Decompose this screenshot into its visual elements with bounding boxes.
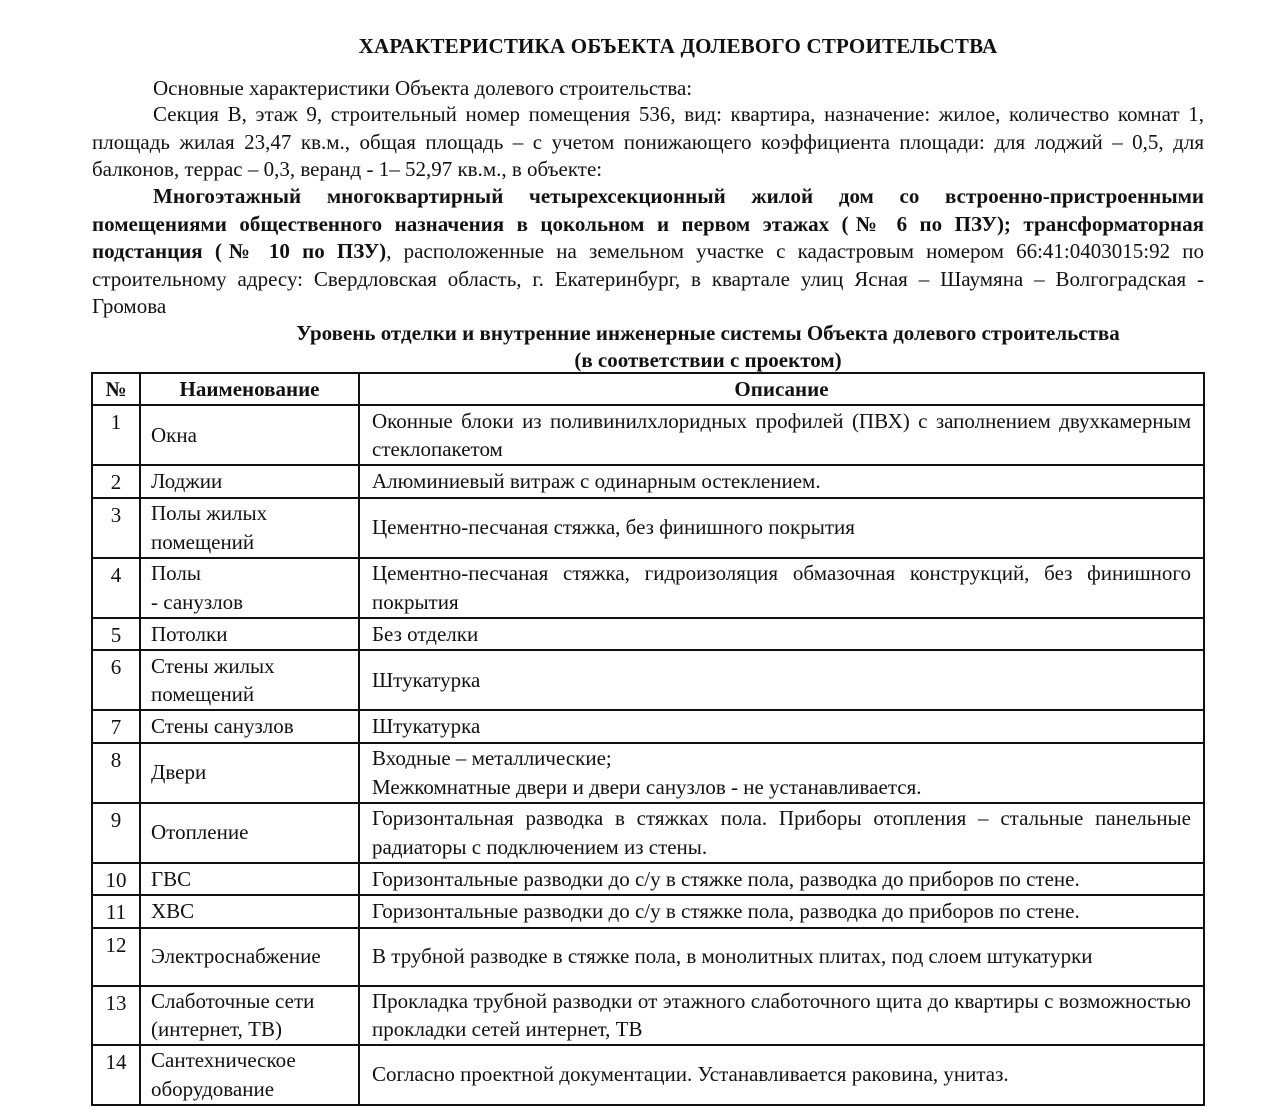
subtitle-line-2: (в соответствии с проектом) bbox=[574, 348, 842, 372]
table-row bbox=[92, 405, 1204, 465]
building-name-bold: Многоэтажный многоквартирный четырехсекционный жилой дом со встроенно-пристроенными помещениями общественного назначения в цокольном и первом этажах (№ 6 по ПЗУ); трансформаторная подстанция (№ 10 по ПЗУ) bbox=[92, 184, 1204, 263]
building-description-paragraph bbox=[92, 183, 1204, 321]
row-name: Стены жилых помещений bbox=[140, 650, 359, 710]
row-name: Окна bbox=[140, 405, 359, 465]
table-row bbox=[92, 743, 1204, 803]
apartment-characteristics-paragraph bbox=[92, 101, 1204, 184]
table-header-row bbox=[92, 373, 1204, 405]
row-description: В трубной разводке в стяжке пола, в монолитных плитах, под слоем штукатурки bbox=[359, 928, 1204, 986]
intro-line: Основные характеристики Объекта долевого строительства: bbox=[153, 76, 693, 100]
row-number: 8 bbox=[92, 743, 140, 803]
row-name: Полы жилых помещений bbox=[140, 498, 359, 558]
row-description: Горизонтальная разводка в стяжках пола. Приборы отопления – стальные панельные радиаторы с подключением из стены. bbox=[359, 803, 1204, 863]
row-number: 4 bbox=[92, 558, 140, 618]
row-description: Оконные блоки из поливинилхлоридных профилей (ПВХ) с заполнением двухкамерным стеклопакетом bbox=[359, 405, 1204, 465]
row-number: 3 bbox=[92, 498, 140, 558]
row-name: Потолки bbox=[140, 618, 359, 651]
subtitle-line-1: Уровень отделки и внутренние инженерные системы Объекта долевого строительства bbox=[296, 321, 1120, 345]
row-name: Полы - санузлов bbox=[140, 558, 359, 618]
row-description: Горизонтальные разводки до с/у в стяжке пола, разводка до приборов по стене. bbox=[359, 895, 1204, 928]
row-number: 6 bbox=[92, 650, 140, 710]
row-number: 1 bbox=[92, 405, 140, 465]
row-name: Отопление bbox=[140, 803, 359, 863]
row-number: 13 bbox=[92, 986, 140, 1045]
row-description: Цементно-песчаная стяжка, без финишного покрытия bbox=[359, 498, 1204, 558]
document-title: ХАРАКТЕРИСТИКА ОБЪЕКТА ДОЛЕВОГО СТРОИТЕЛЬСТВА bbox=[358, 34, 998, 58]
row-number: 5 bbox=[92, 618, 140, 651]
row-number: 10 bbox=[92, 863, 140, 896]
row-number: 12 bbox=[92, 928, 140, 986]
table-row bbox=[92, 895, 1204, 928]
table-row bbox=[92, 618, 1204, 651]
row-number: 11 bbox=[92, 895, 140, 928]
header-name: Наименование bbox=[140, 373, 359, 405]
row-number: 2 bbox=[92, 465, 140, 498]
table-row bbox=[92, 803, 1204, 863]
row-name: Двери bbox=[140, 743, 359, 803]
table-row bbox=[92, 465, 1204, 498]
header-number: № bbox=[92, 373, 140, 405]
row-name: ХВС bbox=[140, 895, 359, 928]
row-description: Прокладка трубной разводки от этажного слаботочного щита до квартиры с возможностью прокладки сетей интернет, ТВ bbox=[359, 986, 1204, 1045]
row-number: 7 bbox=[92, 710, 140, 743]
row-name: ГВС bbox=[140, 863, 359, 896]
row-name: Электроснабжение bbox=[140, 928, 359, 986]
row-description: Цементно-песчаная стяжка, гидроизоляция обмазочная конструкций, без финишного покрытия bbox=[359, 558, 1204, 618]
row-description: Алюминиевый витраж с одинарным остеклением. bbox=[359, 465, 1204, 498]
row-description: Горизонтальные разводки до с/у в стяжке пола, разводка до приборов по стене. bbox=[359, 863, 1204, 896]
apartment-characteristics-text: Секция В, этаж 9, строительный номер помещения 536, вид: квартира, назначение: жилое, количество комнат 1, площадь жилая 23,47 кв.м., общая площадь – с учетом понижающего коэффициента площади: для лоджий – 0,5, для балконов, террас – 0,3, веранд - 1– 52,97 кв.м., в объекте: bbox=[92, 102, 1204, 181]
table-row bbox=[92, 1045, 1204, 1105]
row-description: Штукатурка bbox=[359, 650, 1204, 710]
row-name: Лоджии bbox=[140, 465, 359, 498]
table-row bbox=[92, 928, 1204, 986]
table-row bbox=[92, 498, 1204, 558]
row-number: 14 bbox=[92, 1045, 140, 1105]
finishing-subtitle bbox=[218, 320, 1198, 374]
row-description: Входные – металлические; Межкомнатные двери и двери санузлов - не устанавливается. bbox=[359, 743, 1204, 803]
row-name: Сантехническое оборудование bbox=[140, 1045, 359, 1105]
table-row bbox=[92, 558, 1204, 618]
row-description: Согласно проектной документации. Устанавливается раковина, унитаз. bbox=[359, 1045, 1204, 1105]
table-row bbox=[92, 986, 1204, 1045]
row-description: Штукатурка bbox=[359, 710, 1204, 743]
row-name: Стены санузлов bbox=[140, 710, 359, 743]
table-row bbox=[92, 710, 1204, 743]
building-address-text: , расположенные на земельном участке с кадастровым номером 66:41:0403015:92 по строительному адресу: Свердловская область, г. Екатеринбург, в квартале улиц Ясная – Шаумяна – Волгоградская - Громова bbox=[92, 239, 1204, 318]
row-number: 9 bbox=[92, 803, 140, 863]
row-name: Слаботочные сети (интернет, ТВ) bbox=[140, 986, 359, 1045]
finishing-table bbox=[91, 372, 1205, 1106]
row-description: Без отделки bbox=[359, 618, 1204, 651]
table-row bbox=[92, 650, 1204, 710]
table-row bbox=[92, 863, 1204, 896]
header-description: Описание bbox=[359, 373, 1204, 405]
